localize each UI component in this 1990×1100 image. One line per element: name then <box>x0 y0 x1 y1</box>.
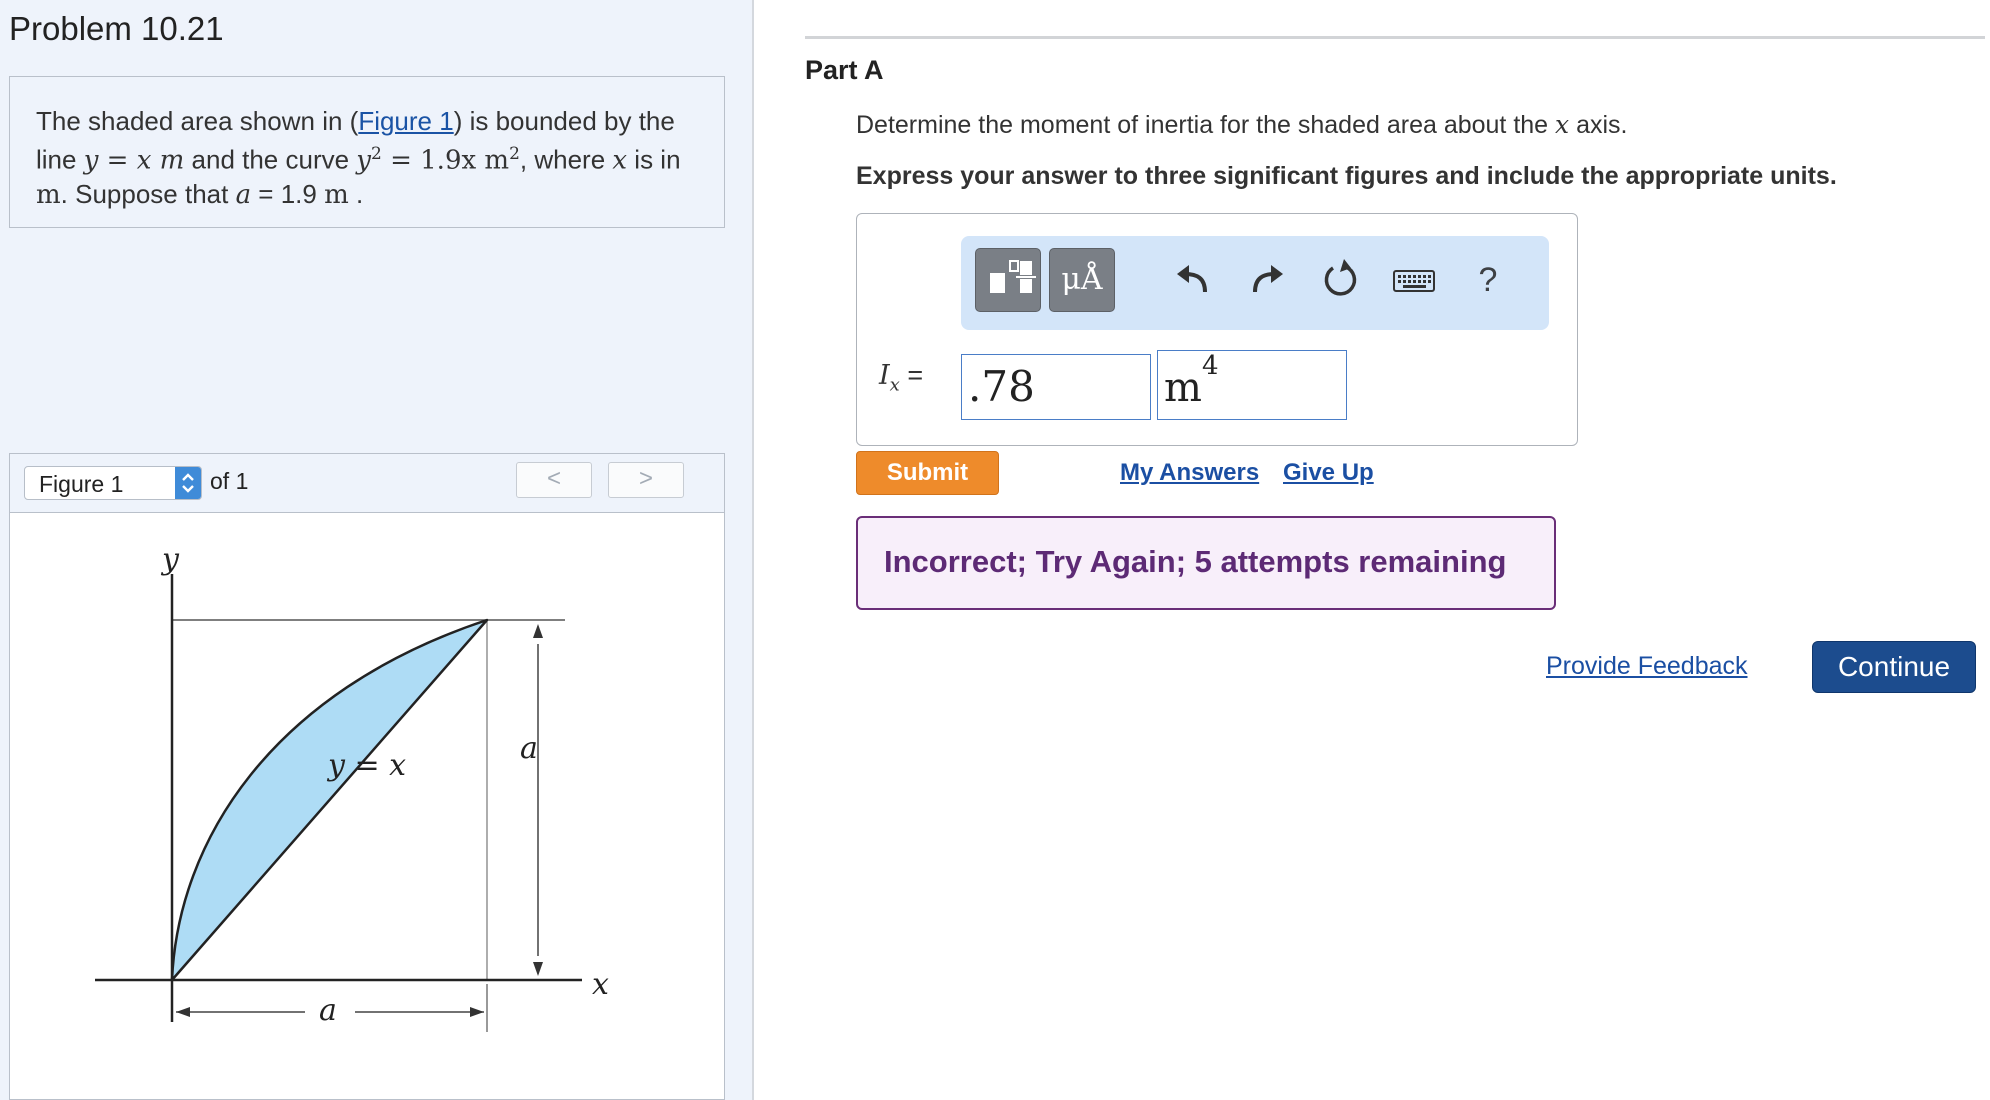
submit-button[interactable]: Submit <box>856 451 999 495</box>
curve-label: y = x <box>328 748 407 783</box>
line-equation: y = x m <box>83 145 185 176</box>
problem-text-suppose: . Suppose that <box>60 178 236 209</box>
curve-equation-rhs: = 1.9x m <box>381 145 510 176</box>
answer-label-eq: = <box>899 360 924 390</box>
part-title: Part A <box>805 55 884 85</box>
answer-unit: m <box>1164 365 1202 411</box>
undo-icon[interactable] <box>1169 250 1219 310</box>
width-arrow-left-icon <box>176 1007 190 1017</box>
reset-icon[interactable] <box>1315 250 1365 310</box>
answer-box <box>856 213 1578 446</box>
answer-label-var: I <box>879 360 890 391</box>
unit-m: m <box>36 179 61 210</box>
problem-text-is-in: is in <box>627 144 681 175</box>
answer-units-input[interactable] <box>1157 350 1347 420</box>
a-variable: a <box>235 179 252 210</box>
problem-text-prefix: The shaded area shown in ( <box>36 106 359 136</box>
question-suffix: axis. <box>1569 111 1628 139</box>
problem-statement-box <box>9 76 725 228</box>
figure-select-value: Figure 1 <box>39 471 124 497</box>
a-unit: m <box>324 179 349 210</box>
answer-unit-exponent: 4 <box>1202 351 1219 381</box>
question-variable: x <box>1555 110 1570 139</box>
figure-link[interactable]: Figure 1 <box>358 106 454 136</box>
feedback-box <box>856 516 1556 610</box>
problem-text-where: , where <box>519 144 613 175</box>
width-arrow-right-icon <box>470 1007 484 1017</box>
give-up-link[interactable]: Give Up <box>1283 459 1374 486</box>
a-value: = 1.9 <box>251 178 325 209</box>
shaded-area <box>172 620 487 980</box>
math-toolbar <box>961 236 1549 330</box>
curve-equation-y: y <box>356 145 371 176</box>
problem-title: Problem 10.21 <box>9 10 224 47</box>
previous-figure-button[interactable]: < <box>516 462 592 498</box>
answer-label-sub: x <box>889 374 900 396</box>
units-icon[interactable]: μÅ <box>1049 248 1115 312</box>
height-arrow-down-icon <box>533 962 543 976</box>
feedback-message: Incorrect; Try Again; 5 attempts remaining <box>884 544 1507 579</box>
y-axis-label: y <box>162 542 179 577</box>
left-panel <box>0 0 754 1100</box>
answer-value-input[interactable]: .78 <box>961 354 1151 420</box>
width-label: a <box>319 993 337 1028</box>
question-text <box>856 110 1628 140</box>
x-axis-label: x <box>592 967 609 1002</box>
where-variable: x <box>612 145 628 176</box>
figure-count: of 1 <box>210 468 249 494</box>
figure-toolbar <box>10 454 724 513</box>
next-figure-button[interactable]: > <box>608 462 684 498</box>
figure-diagram <box>10 512 724 1092</box>
my-answers-link[interactable]: My Answers <box>1120 459 1260 486</box>
figure-select[interactable] <box>24 466 202 500</box>
instruction-text: Express your answer to three significant figures and include the appropriate units. <box>856 162 1837 190</box>
continue-button[interactable]: Continue <box>1812 641 1976 693</box>
curve-equation-exponent-2: 2 <box>509 144 520 164</box>
keyboard-icon[interactable] <box>1389 250 1439 310</box>
height-label: a <box>520 731 538 766</box>
select-arrows-icon <box>175 467 201 499</box>
height-arrow-up-icon <box>533 624 543 638</box>
problem-text-end: . <box>348 178 364 209</box>
problem-text <box>36 105 716 212</box>
answer-label <box>879 360 923 395</box>
figure-panel <box>9 453 725 1100</box>
problem-text-bounded: ) is bounded by the line <box>36 106 675 175</box>
question-prefix: Determine the moment of inertia for the shaded area about the <box>856 111 1556 139</box>
help-icon[interactable]: ? <box>1478 261 1498 299</box>
curve-equation-exponent: 2 <box>371 144 382 164</box>
redo-icon[interactable] <box>1241 250 1291 310</box>
part-divider <box>805 36 1985 39</box>
templates-icon[interactable] <box>975 248 1041 312</box>
problem-text-curve: and the curve <box>184 144 357 175</box>
provide-feedback-link[interactable]: Provide Feedback <box>1546 652 1748 680</box>
